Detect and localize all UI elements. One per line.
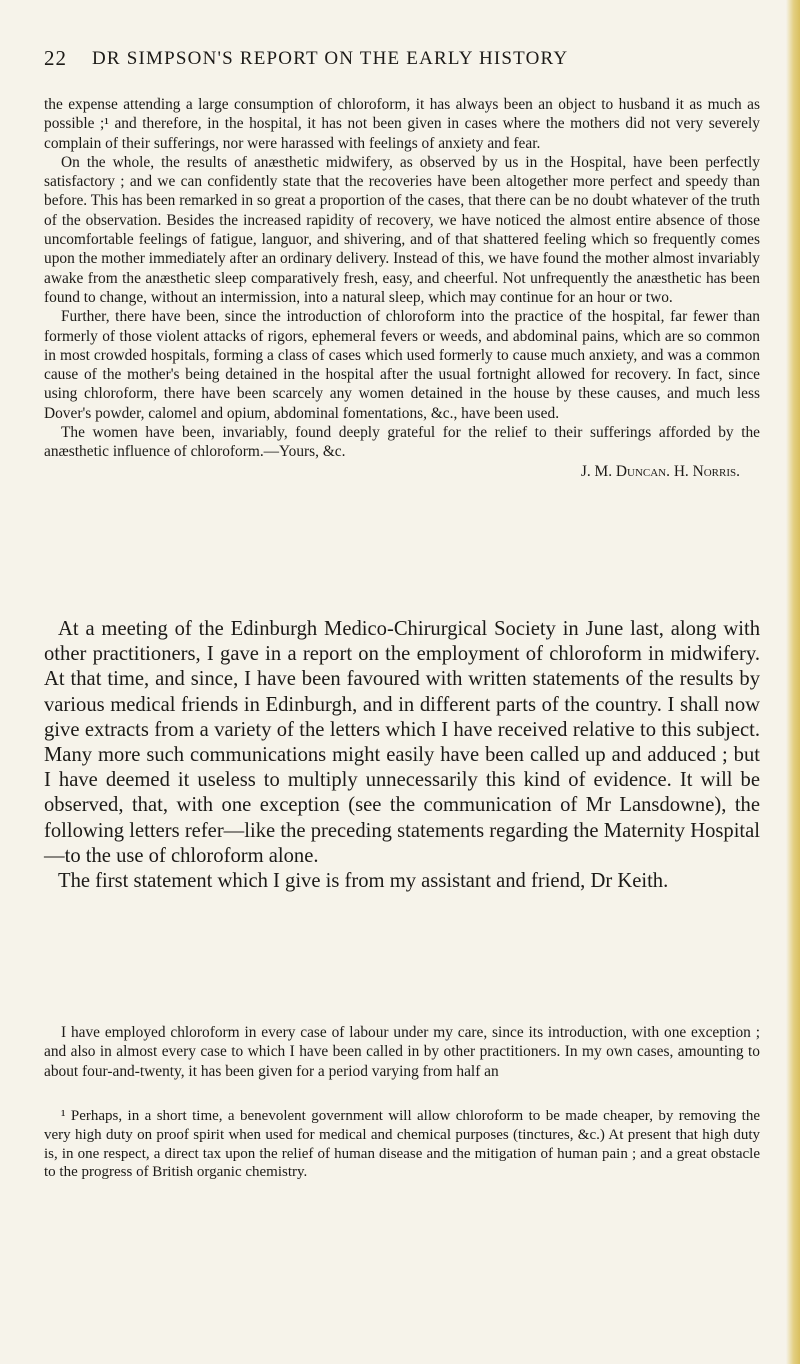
hospital-letter [44,95,760,481]
letter-paragraph: Further, there have been, since the introduction of chloroform into the practice of the hospital, far fewer than formerly of those violent attacks of rigors, ephemeral fevers or weeds, and abdominal pains, which are so common in most crowded hospitals, forming a class of cases which used formerly to cause much anxiety, and was a common cause of the mother's being detained in the hospital after the usual fortnight allowed for recovery. In fact, since using chloroform, there have been scarcely any women detained in the house by these causes, and much less Dover's powder, calomel and opium, abdominal fomentations, &c., have been used. [44,308,760,422]
letter-paragraph: The women have been, invariably, found deeply grateful for the relief to their sufferings afforded by the anæsthetic influence of chloroform.—Yours, &c. [44,424,760,461]
page-number: 22 [44,46,67,70]
letter-signature: J. M. Duncan. H. Norris. [580,462,740,480]
body-paragraph: The first statement which I give is from my assistant and friend, Dr Keith. [58,870,669,893]
footnote [44,1107,760,1182]
letter-paragraph: On the whole, the results of anæsthetic midwifery, as observed by us in the Hospital, have been perfectly satisfactory ; and we can confidently state that the recoveries have been altogether more perfect and speedy than before. This has been remarked in so great a proportion of the cases, that there can be no doubt whatever of the truth of the observation. Besides the increased rapidity of recovery, we have noticed the almost entire absence of those uncomfortable feelings of fatigue, languor, and shivering, and of that shattered feeling which so frequently comes upon the mother immediately after an ordinary delivery. Instead of this, we have found the mother almost invariably awake from the anæsthetic sleep comparatively fresh, easy, and cheerful. Not unfrequently the anæsthetic has been found to change, without an intermission, into a natural sleep, which may continue for an hour or two. [44,153,760,306]
running-head: DR SIMPSON'S REPORT ON THE EARLY HISTORY [92,48,569,69]
letter-paragraph: the expense attending a large consumption of chloroform, it has always been an object to husband it as much as possible ;¹ and therefore, in the hospital, it has not been given in cases where the mothers did not very severely complain of their sufferings, nor were harassed with feelings of anxiety and fear. [44,96,760,152]
quoted-paragraph: I have employed chloroform in every case of labour under my care, since its introduction, with one exception ; and also in almost every case to which I have been called in by other practitioners. In my own cases, amounting to about four-and-twenty, it has been given for a period varying from half an [44,1024,760,1080]
page-header [44,46,764,76]
keith-statement [44,1023,760,1081]
footnote-text: ¹ Perhaps, in a short time, a benevolent government will allow chloroform to be made cheaper, by removing the very high duty on proof spirit when used for medical and chemical purposes (tinctures, &c.) At present that high duty is, in one respect, a direct tax upon the relief of human disease and the mitigation of human pain ; and a great obstacle to the progress of British organic chemistry. [44,1108,760,1181]
page-edge [786,0,800,1364]
main-text [44,617,760,894]
body-paragraph: At a meeting of the Edinburgh Medico-Chirurgical Society in June last, along with other practitioners, I gave in a report on the employment of chloroform in midwifery. At that time, and since, I have been favoured with written statements of the results by various medical friends in Edinburgh, and in different parts of the country. I shall now give extracts from a variety of the letters which I have received relative to this subject. Many more such communications might easily have been called up and adduced ; but I have deemed it useless to multiply unnecessarily this kind of evidence. It will be observed, that, with one exception (see the communication of Mr Lansdowne), the following letters refer—like the preceding statements regarding the Maternity Hospital—to the use of chloroform alone. [44,618,760,867]
